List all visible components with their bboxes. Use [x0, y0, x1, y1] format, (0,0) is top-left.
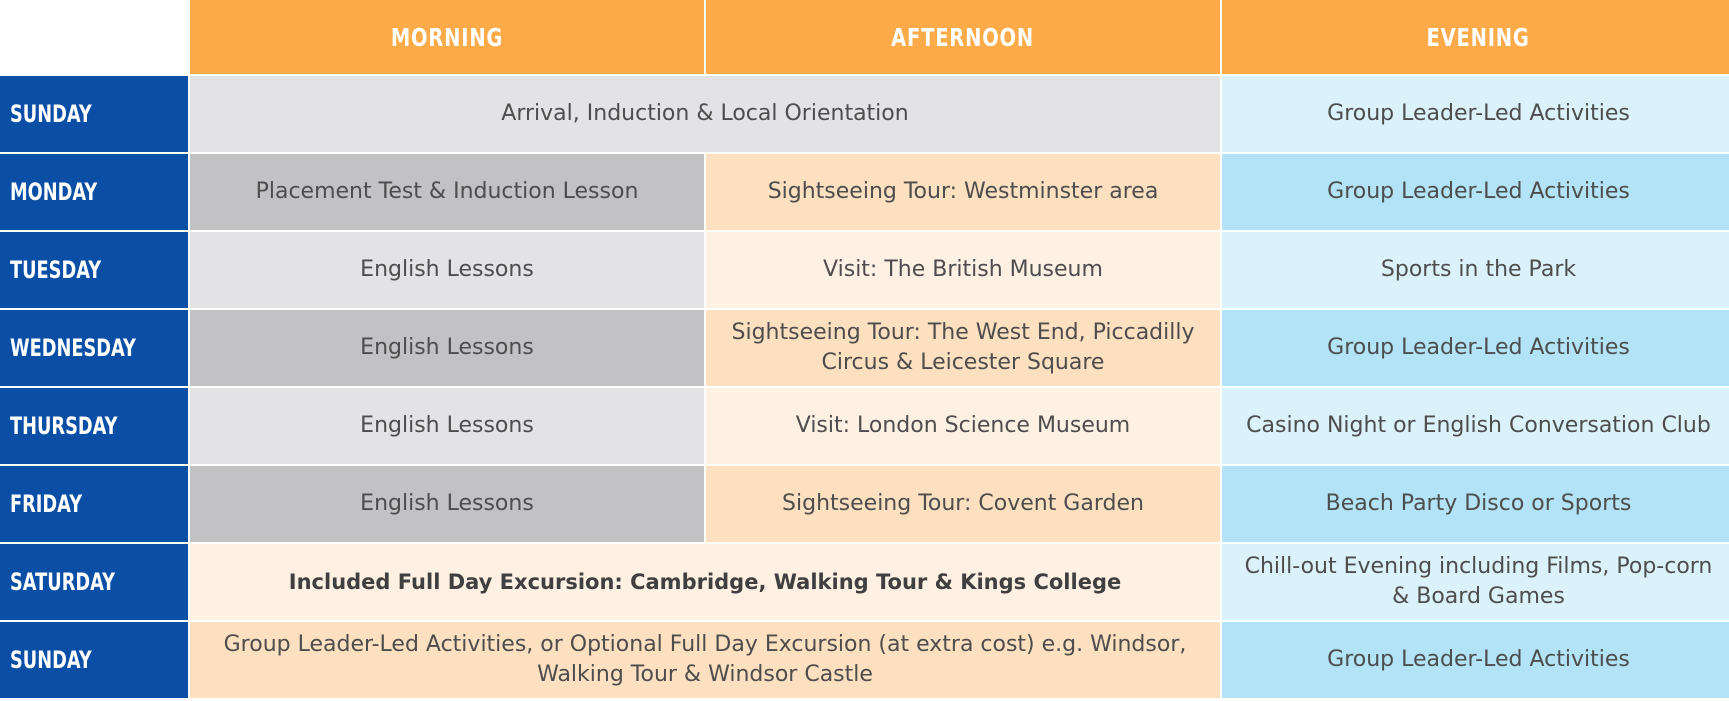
- cell-thursday-morning: English Lessons: [190, 388, 704, 466]
- cell-sunday-2-morning-afternoon: Group Leader-Led Activities, or Optional Full Day Excursion (at extra cost) e.g. Windsor, Walking Tour & Windsor Castle: [190, 622, 1220, 700]
- header-morning-label: MORNING: [390, 22, 504, 52]
- cell-thursday-evening: Casino Night or English Conversation Club: [1222, 388, 1729, 466]
- cell-monday-morning: Placement Test & Induction Lesson: [190, 154, 704, 232]
- cell-tuesday-evening: Sports in the Park: [1222, 232, 1729, 310]
- day-label-saturday: SATURDAY: [0, 544, 188, 622]
- day-label-tuesday: TUESDAY: [0, 232, 188, 310]
- cell-tuesday-afternoon: Visit: The British Museum: [706, 232, 1220, 310]
- cell-wednesday-afternoon: Sightseeing Tour: The West End, Piccadilly Circus & Leicester Square: [706, 310, 1220, 388]
- header-afternoon-label: AFTERNOON: [891, 22, 1035, 52]
- cell-sunday-2-evening: Group Leader-Led Activities: [1222, 622, 1729, 700]
- cell-tuesday-morning: English Lessons: [190, 232, 704, 310]
- day-label-sunday-2: SUNDAY: [0, 622, 188, 700]
- day-label-friday: FRIDAY: [0, 466, 188, 544]
- cell-sunday-evening: Group Leader-Led Activities: [1222, 76, 1729, 154]
- cell-friday-afternoon: Sightseeing Tour: Covent Garden: [706, 466, 1220, 544]
- cell-saturday-evening: Chill-out Evening including Films, Pop-corn & Board Games: [1222, 544, 1729, 622]
- day-label-thursday: THURSDAY: [0, 388, 188, 466]
- cell-thursday-afternoon: Visit: London Science Museum: [706, 388, 1220, 466]
- day-label-sunday: SUNDAY: [0, 76, 188, 154]
- header-morning: [190, 0, 704, 76]
- header-evening-label: EVENING: [1426, 22, 1531, 52]
- cell-sunday-morning-afternoon: Arrival, Induction & Local Orientation: [190, 76, 1220, 154]
- corner-blank: [0, 0, 188, 76]
- header-afternoon: [706, 0, 1220, 76]
- cell-monday-afternoon: Sightseeing Tour: Westminster area: [706, 154, 1220, 232]
- day-label-wednesday: WEDNESDAY: [0, 310, 188, 388]
- cell-monday-evening: Group Leader-Led Activities: [1222, 154, 1729, 232]
- header-evening: [1222, 0, 1729, 76]
- cell-wednesday-evening: Group Leader-Led Activities: [1222, 310, 1729, 388]
- cell-friday-morning: English Lessons: [190, 466, 704, 544]
- day-label-monday: MONDAY: [0, 154, 188, 232]
- cell-saturday-morning-afternoon: Included Full Day Excursion: Cambridge, Walking Tour & Kings College: [190, 544, 1220, 622]
- cell-friday-evening: Beach Party Disco or Sports: [1222, 466, 1729, 544]
- cell-wednesday-morning: English Lessons: [190, 310, 704, 388]
